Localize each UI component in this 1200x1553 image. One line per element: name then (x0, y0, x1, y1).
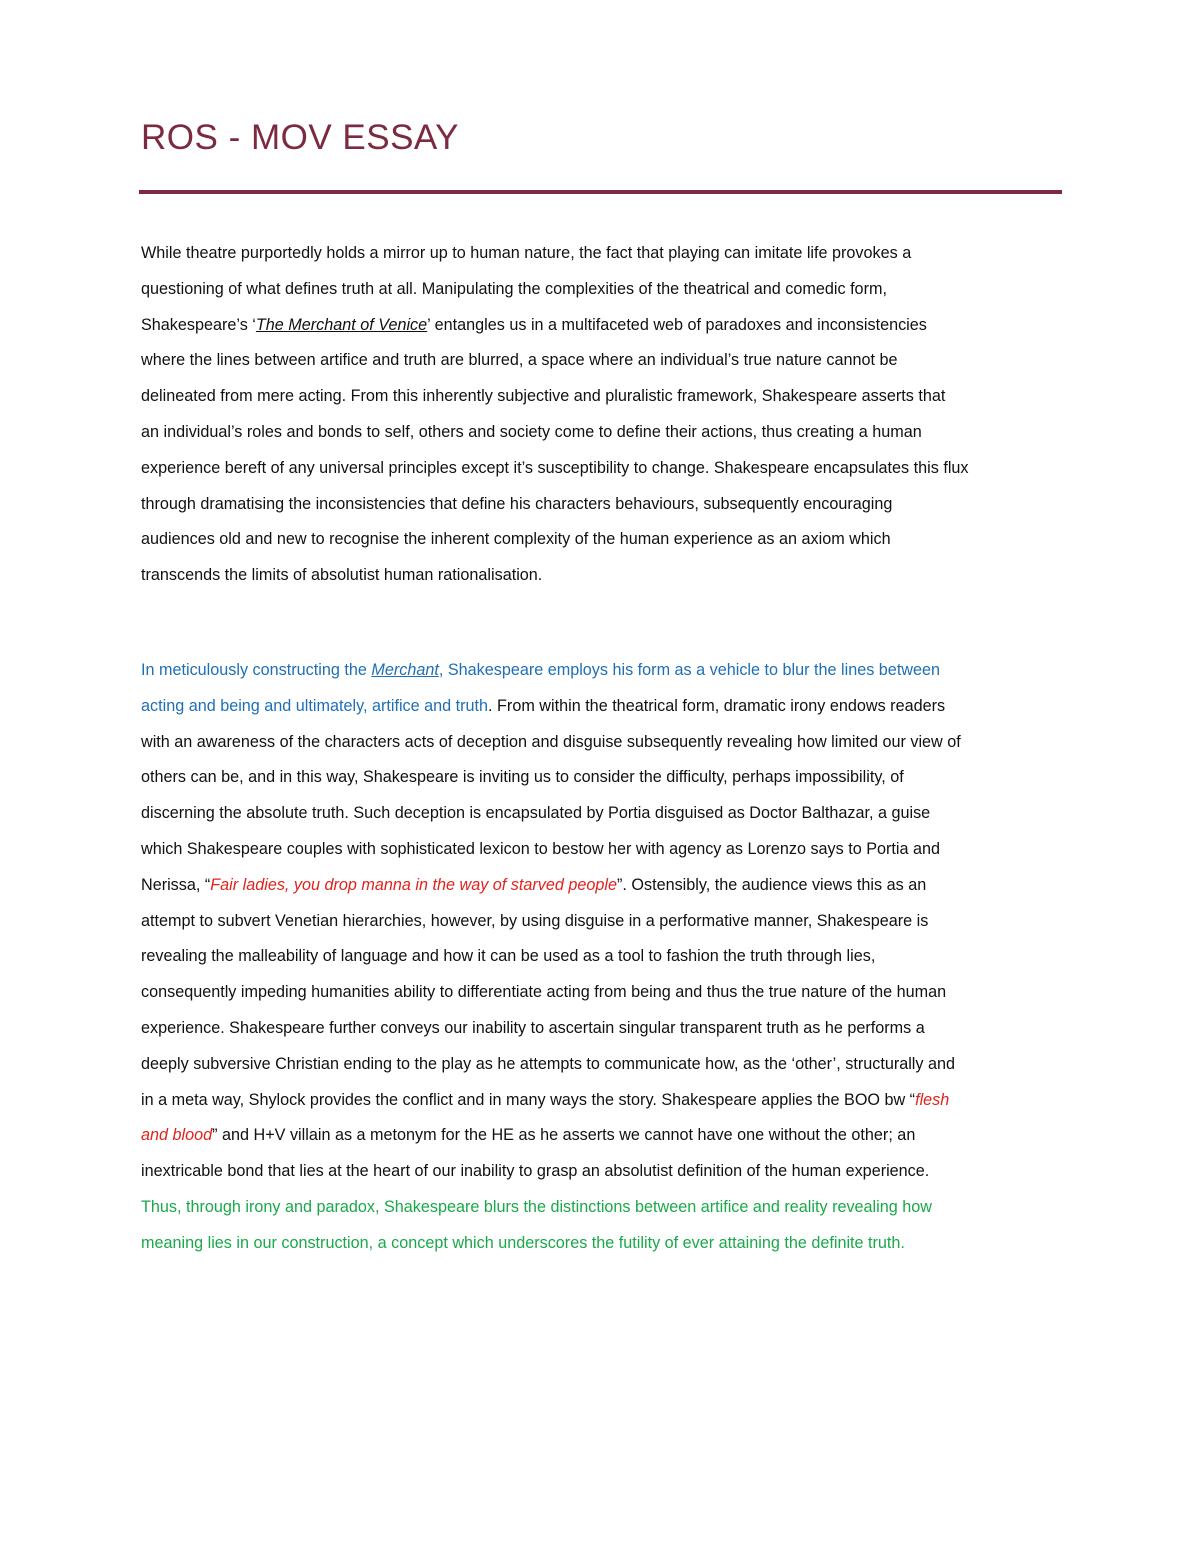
text-line: inextricable bond that lies at the heart of our inability to grasp an absolutist definition of the human experience. (141, 1162, 930, 1181)
text-run: in a meta way, Shylock provides the conflict and in many ways the story. Shakespeare applies the BOO bw “ (141, 1090, 916, 1109)
text-run: In meticulously constructing the (141, 661, 372, 679)
text-line: revealing the malleability of language and how it can be used as a tool to fashion the truth through lies, (141, 947, 876, 966)
play-title: The Merchant of Venice (255, 315, 428, 334)
text-line: transcends the limits of absolutist human rationalisation. (141, 566, 543, 585)
text-line: experience bereft of any universal principles except it’s susceptibility to change. Shakespeare encapsulates this flux (141, 458, 969, 477)
text-line: questioning of what defines truth at all. Manipulating the complexities of the theatrical and comedic form, (141, 279, 887, 298)
text-run: Nerissa, “ (141, 875, 211, 894)
quote: flesh (915, 1090, 950, 1109)
text-line: While theatre purportedly holds a mirror up to human nature, the fact that playing can imitate life provokes a (141, 244, 912, 262)
text-line (141, 868, 1066, 904)
text-line: deeply subversive Christian ending to the play as he attempts to communicate how, as the ‘other’, structurally and (141, 1054, 956, 1073)
text-run: ”. Ostensibly, the audience views this as an (617, 875, 927, 894)
text-line: delineated from mere acting. From this inherently subjective and pluralistic framework, Shakespeare asserts that (141, 387, 946, 406)
text-run: , Shakespeare employs his form as a vehicle to blur the lines between (438, 661, 941, 679)
text-line (141, 1083, 1066, 1119)
conclusion-line: meaning lies in our construction, a concept which underscores the futility of ever attaining the definite truth. (141, 1233, 905, 1252)
text-line: audiences old and new to recognise the inherent complexity of the human experience as an axiom which (141, 530, 891, 549)
text-line: with an awareness of the characters acts of deception and disguise subsequently revealing how limited our view of (141, 732, 961, 751)
text-line: experience. Shakespeare further conveys our inability to ascertain singular transparent truth as he performs a (141, 1018, 925, 1037)
text-line (141, 1118, 1066, 1154)
body-paragraph (141, 653, 1066, 1262)
text-line: which Shakespeare couples with sophisticated lexicon to bestow her with agency as Lorenzo says to Portia and (141, 839, 941, 858)
text-line (141, 308, 1066, 344)
topic-sentence-run: acting and being and ultimately, artifice and truth (141, 696, 489, 715)
intro-paragraph (141, 236, 1066, 594)
quote: and blood (141, 1126, 213, 1145)
topic-sentence-line (141, 653, 1066, 689)
conclusion-line: Thus, through irony and paradox, Shakespeare blurs the distinctions between artifice and reality revealing how (141, 1197, 932, 1216)
title-underline-rule (139, 190, 1062, 194)
text-line: an individual’s roles and bonds to self, others and society come to define their actions, thus creating a human (141, 422, 922, 441)
text-line: discerning the absolute truth. Such deception is encapsulated by Portia disguised as Doctor Balthazar, a guise (141, 804, 931, 823)
text-line: attempt to subvert Venetian hierarchies, however, by using disguise in a performative manner, Shakespeare is (141, 911, 929, 930)
text-line: through dramatising the inconsistencies that define his characters behaviours, subsequently encouraging (141, 494, 893, 513)
text-line: where the lines between artifice and truth are blurred, a space where an individual’s true nature cannot be (141, 351, 898, 370)
play-title: Merchant (371, 661, 439, 679)
text-run: ” and H+V villain as a metonym for the HE as he asserts we cannot have one without the other; an (212, 1126, 916, 1145)
text-run: Shakespeare’s ‘ (141, 315, 256, 334)
text-run: . From within the theatrical form, dramatic irony endows readers (488, 696, 946, 715)
text-line: others can be, and in this way, Shakespeare is inviting us to consider the difficulty, perhaps impossibility, of (141, 768, 904, 787)
document-title: ROS - MOV ESSAY (141, 118, 460, 157)
text-line: consequently impeding humanities ability to differentiate acting from being and thus the true nature of the human (141, 983, 947, 1002)
quote: Fair ladies, you drop manna in the way of starved people (210, 875, 617, 894)
text-line (141, 689, 1066, 725)
text-run: ’ entangles us in a multifaceted web of paradoxes and inconsistencies (427, 315, 927, 334)
